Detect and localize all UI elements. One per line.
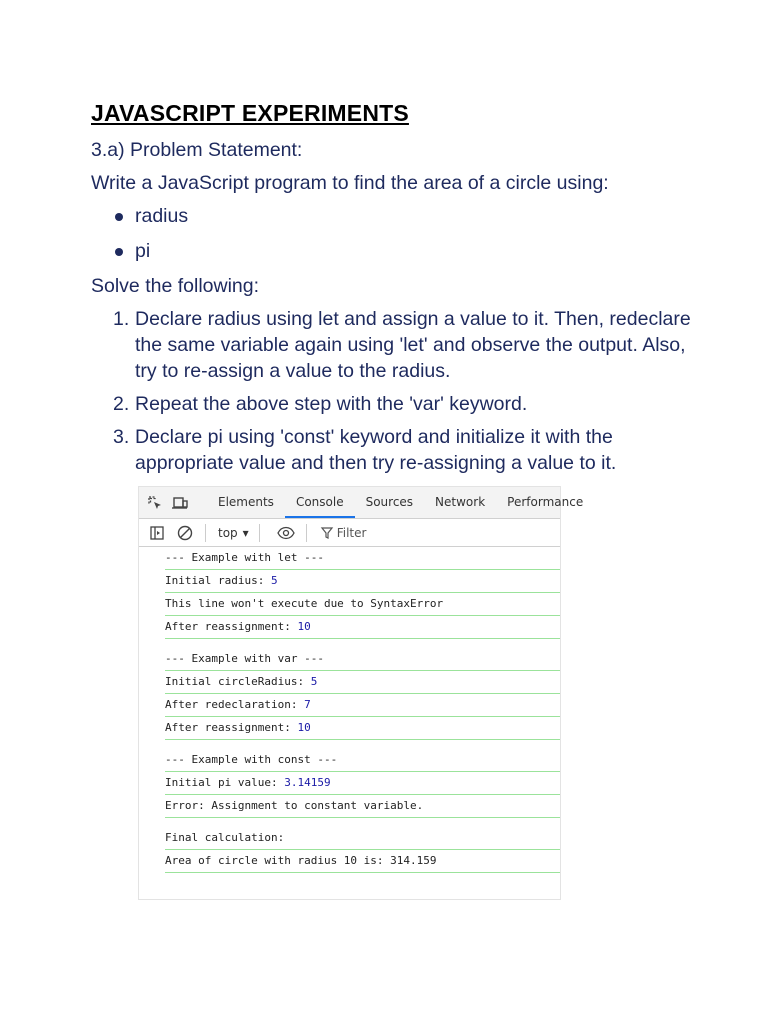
- console-line: Error: Assignment to constant variable.: [165, 795, 560, 818]
- document-body: [91, 100, 691, 483]
- steps-list: [91, 306, 691, 476]
- eye-icon[interactable]: [276, 523, 296, 543]
- bullet-list: [91, 203, 691, 265]
- list-item: 2. Repeat the above step with the 'var' keyword.: [113, 393, 528, 415]
- devtools-screenshot: [138, 486, 584, 900]
- console-line: After reassignment: 10: [165, 616, 560, 639]
- bullet-icon: [115, 213, 123, 221]
- console-line: Initial radius: 5: [165, 570, 560, 593]
- divider: [205, 524, 206, 542]
- list-item: 3. Declare pi using 'const' keyword and initialize it with the appropriate value and then try re-assigning a value to it.: [113, 426, 617, 474]
- context-label: top: [218, 525, 238, 540]
- filter-input[interactable]: [321, 526, 367, 540]
- console-line: Area of circle with radius 10 is: 314.159: [165, 850, 560, 873]
- console-line: --- Example with var ---: [165, 648, 560, 671]
- bullet-icon: [115, 248, 123, 256]
- devtools-tab-bar: [139, 487, 584, 519]
- filter-icon: [321, 527, 333, 539]
- inspect-element-icon[interactable]: [147, 493, 163, 513]
- sidebar-toggle-icon[interactable]: [147, 523, 167, 543]
- clear-console-icon[interactable]: [175, 523, 195, 543]
- tab-sources[interactable]: Sources: [365, 495, 414, 509]
- solve-heading: Solve the following:: [91, 275, 260, 297]
- divider: [306, 524, 307, 542]
- console-line: --- Example with let ---: [165, 547, 560, 570]
- tab-network[interactable]: Network: [435, 495, 486, 509]
- filter-placeholder: Filter: [336, 525, 367, 540]
- console-line: Final calculation:: [165, 827, 560, 850]
- page-title: JAVASCRIPT EXPERIMENTS: [91, 100, 409, 126]
- device-toolbar-icon[interactable]: [171, 493, 189, 513]
- list-item: 1. Declare radius using let and assign a value to it. Then, redeclare the same variable again using 'let' and observe the output. Also, try to re-assign a value to the radius.: [113, 308, 691, 382]
- console-output: [139, 547, 560, 873]
- problem-heading: 3.a) Problem Statement:: [91, 139, 303, 161]
- tab-elements[interactable]: Elements: [218, 495, 274, 509]
- task-description: Write a JavaScript program to find the area of a circle using:: [91, 172, 609, 194]
- console-line: Initial circleRadius: 5: [165, 671, 560, 694]
- tab-performance[interactable]: Performance: [507, 495, 584, 509]
- dropdown-arrow-icon: ▾: [242, 525, 249, 540]
- console-line: --- Example with const ---: [165, 749, 560, 772]
- list-item: pi: [113, 238, 691, 265]
- console-line: After reassignment: 10: [165, 717, 560, 740]
- console-line: Initial pi value: 3.14159: [165, 772, 560, 795]
- console-line: This line won't execute due to SyntaxError: [165, 593, 560, 616]
- context-selector[interactable]: [218, 526, 249, 540]
- tab-console[interactable]: Console: [285, 487, 355, 518]
- console-line: After redeclaration: 7: [165, 694, 560, 717]
- divider: [259, 524, 260, 542]
- console-toolbar: [139, 519, 560, 547]
- list-item: radius: [113, 203, 691, 230]
